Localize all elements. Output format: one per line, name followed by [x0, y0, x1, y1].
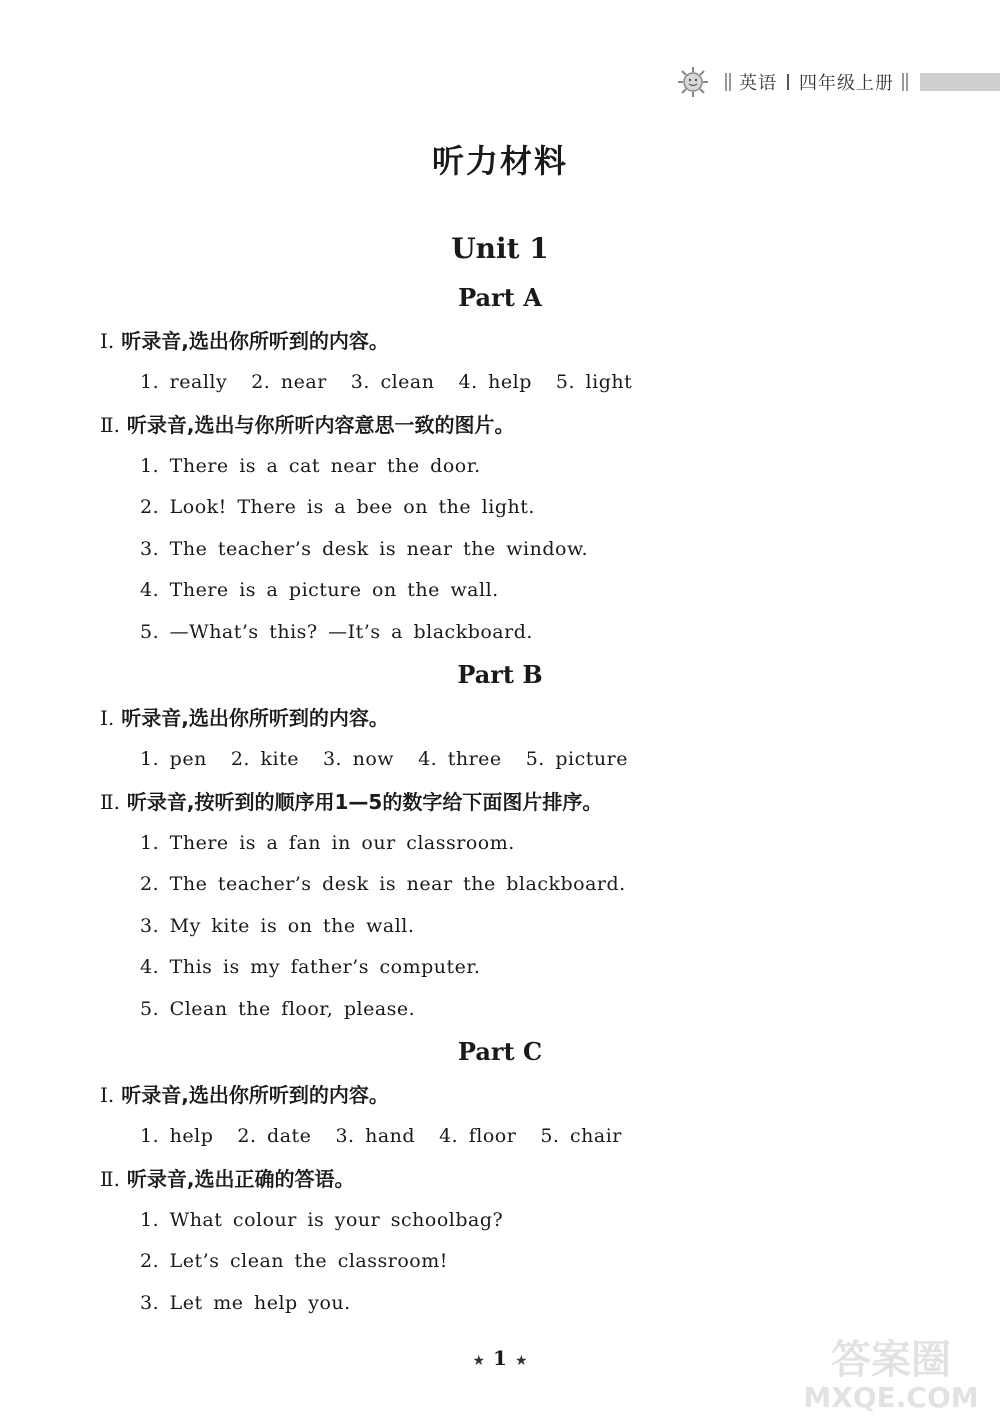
- page-title: 听力材料: [431, 142, 568, 180]
- word-item: 5. picture: [525, 748, 628, 770]
- transcript-line: 2. The teacher’s desk is near the blackboard.: [140, 873, 626, 895]
- header-separator: [787, 74, 789, 90]
- section-number: Ⅱ.: [100, 789, 120, 814]
- section-heading: [0, 320, 1000, 362]
- word-item: 1. help: [140, 1125, 214, 1147]
- word-item: 4. three: [418, 748, 502, 770]
- transcript-line: 4. There is a picture on the wall.: [140, 579, 499, 601]
- section-instruction: 听录音,选出正确的答语。: [126, 1166, 355, 1191]
- word-item: 3. now: [322, 748, 395, 770]
- sun-icon: [677, 66, 709, 98]
- word-item: 1. really: [140, 371, 228, 393]
- section-instruction: 听录音,按听到的顺序用1—5的数字给下面图片排序。: [126, 789, 603, 814]
- transcript-line: 1. What colour is your schoolbag?: [140, 1208, 504, 1231]
- transcript-line: 5. —What’s this? —It’s a blackboard.: [140, 620, 533, 643]
- transcript-line: 3. My kite is on the wall.: [140, 914, 415, 937]
- word-list: [0, 1116, 1000, 1158]
- section-instruction: 听录音,选出你所听到的内容。: [121, 1083, 389, 1107]
- page-number: 1: [493, 1346, 507, 1370]
- header-subject: 英语: [739, 73, 777, 94]
- header-grade: 四年级上册: [799, 73, 894, 94]
- section-heading: [0, 697, 1000, 739]
- page-header: [677, 62, 1000, 102]
- part-title: Part B: [457, 660, 543, 689]
- section-number: Ⅱ.: [100, 1166, 120, 1191]
- part-title: Part C: [457, 1037, 543, 1066]
- watermark-top: 答案圈: [831, 1337, 951, 1383]
- section-heading: [0, 404, 1000, 446]
- part-title: Part A: [458, 283, 542, 312]
- section-number: Ⅱ.: [100, 412, 120, 437]
- transcript-line: 4. This is my father’s computer.: [140, 956, 481, 978]
- word-list: [0, 739, 1000, 781]
- transcript-line: 3. Let me help you.: [140, 1291, 351, 1314]
- word-item: 1. pen: [140, 748, 207, 770]
- word-item: 5. chair: [540, 1125, 622, 1147]
- section-instruction: 听录音,选出与你所听内容意思一致的图片。: [126, 412, 515, 437]
- transcript-line: 2. Let’s clean the classroom!: [140, 1250, 448, 1272]
- transcript-line: 3. The teacher’s desk is near the window.: [140, 537, 588, 560]
- header-strip: [920, 73, 1000, 91]
- listening-content: [0, 276, 1000, 1324]
- section-heading: [0, 1074, 1000, 1116]
- transcript-line: 5. Clean the floor, please.: [140, 997, 416, 1020]
- word-list: [0, 362, 1000, 404]
- word-item: 2. kite: [230, 748, 299, 770]
- word-item: 4. floor: [439, 1125, 517, 1147]
- word-item: 3. clean: [350, 371, 435, 393]
- unit-title: Unit 1: [451, 232, 549, 265]
- transcript-line: 1. There is a cat near the door.: [140, 454, 481, 477]
- section-instruction: 听录音,选出你所听到的内容。: [121, 706, 389, 730]
- word-item: 3. hand: [335, 1125, 416, 1147]
- section-instruction: 听录音,选出你所听到的内容。: [121, 329, 389, 353]
- word-item: 5. light: [555, 371, 633, 393]
- word-item: 4. help: [458, 371, 532, 393]
- section-number: Ⅰ.: [100, 706, 115, 730]
- star-icon: ★: [472, 1353, 486, 1369]
- section-heading: [0, 1158, 1000, 1200]
- star-icon: ★: [514, 1353, 528, 1369]
- section-number: Ⅰ.: [100, 329, 115, 353]
- header-divider: [902, 73, 908, 91]
- word-item: 2. near: [251, 371, 327, 393]
- transcript-line: 2. Look! There is a bee on the light.: [140, 496, 535, 518]
- transcript-line: 1. There is a fan in our classroom.: [140, 831, 515, 854]
- header-divider: [725, 73, 731, 91]
- watermark-bottom: MXQE.COM: [803, 1381, 979, 1414]
- section-number: Ⅰ.: [100, 1083, 115, 1107]
- section-heading: [0, 781, 1000, 823]
- watermark-logo: [796, 1329, 986, 1415]
- word-item: 2. date: [237, 1125, 312, 1147]
